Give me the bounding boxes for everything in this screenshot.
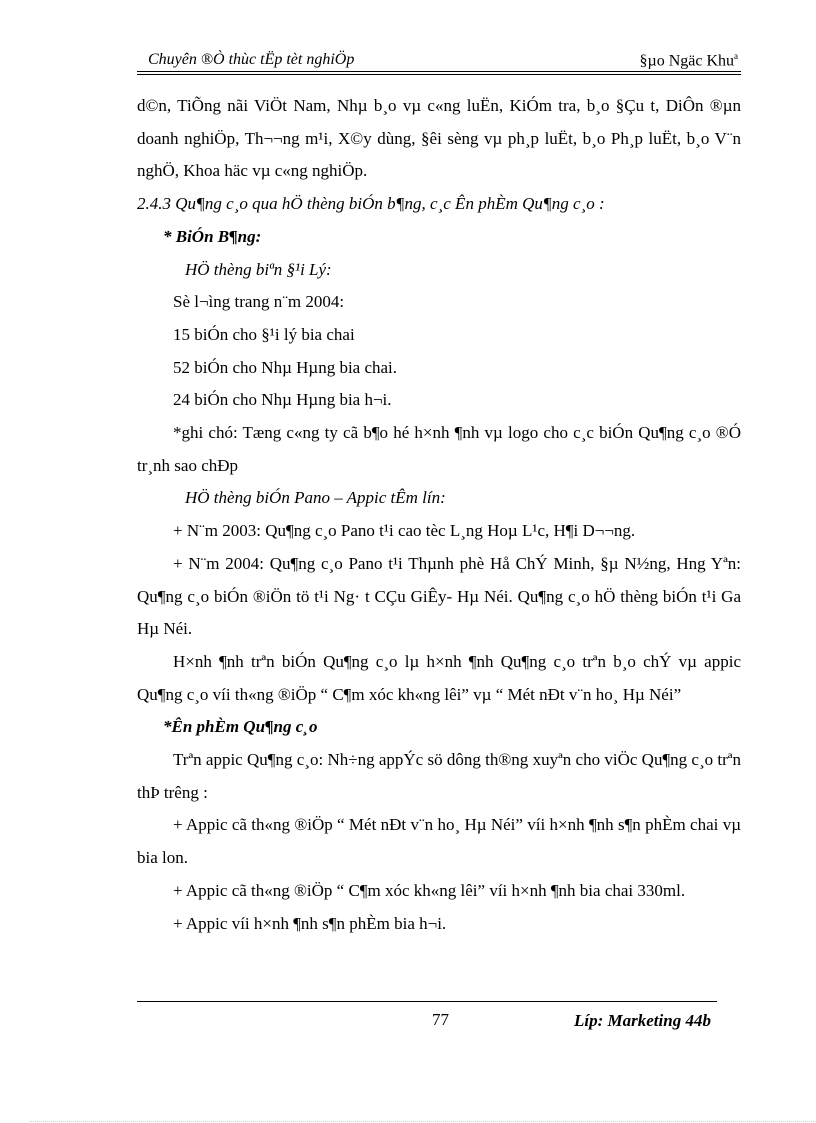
list-line-2004: + N¨m 2004: Qu¶ng c¸o Pano t¹i Thµnh phè Hå ChÝ Minh, §µ N½ng, Hng Yªn: Qu¶ng c¸o biÓn ®iÖn tö t¹i Ng· t CÇu GiÊy- Hµ Néi. Qu¶ng c¸o hÖ thèng biÓn t¹i Ga Hµ Néi. (137, 553, 741, 639)
header-rule (137, 71, 741, 72)
paragraph-billboard-images: H×nh ¶nh trªn biÓn Qu¶ng c¸o lµ h×nh ¶nh Qu¶ng c¸o trªn b¸o chÝ vµ appic Qu¶ng c¸o víi th«ng ®iÖp “ C¶m xóc kh«ng lêi” vµ “ Mét nÐt v¨n ho¸ Hµ Néi” (137, 651, 741, 704)
page-edge-dotted-line (30, 1121, 816, 1122)
header-author-name: §µo Ngäc Khu (639, 52, 734, 70)
header-author-sup: a (734, 51, 738, 61)
heading-billboards: * BiÓn B¶ng: (163, 226, 262, 246)
list-line-appic-3: + Appic víi h×nh ¶nh s¶n phÈm bia h¬i. (173, 913, 447, 933)
heading-printed-materials: *Ên phÈm Qu¶ng c¸o (163, 717, 318, 737)
paragraph-newspapers: d©n, TiÕng nãi ViÖt Nam, Nhµ b¸o vµ c«ng luËn, KiÓm tra, b¸o §Çu t, DiÔn ®µn doanh nghiÖp, Th¬¬ng m¹i, X©y dùng, §êi sèng vµ ph¸p luËt, b¸o Ph¸p luËt, b¸o V¨n nghÖ, Khoa häc vµ c«ng nghiÖp. (137, 96, 741, 181)
section-heading-2-4-3: 2.4.3 Qu¶ng c¸o qua hÖ thèng biÓn b¶ng, c¸c Ên phÈm Qu¶ng c¸o : (137, 194, 605, 214)
list-line-count-2004: Sè l¬ìng trang n¨m 2004: (173, 292, 345, 312)
heading-pano-system: HÖ thèng biÓn Pano – Appic tÊm lín: (185, 488, 446, 508)
note-logo-protection: *ghi chó: Tæng c«ng ty cã b¶o hé h×nh ¶nh vµ logo cho c¸c biÓn Qu¶ng c¸o ®Ó tr¸nh sao chÐp (137, 423, 741, 475)
paragraph-appic: Trªn appic Qu¶ng c¸o: Nh÷ng appÝc sö dông th®ng xuyªn cho viÖc Qu¶ng c¸o trªn thÞ trêng : (137, 750, 741, 802)
list-line-restaurants-bottle: 52 biÓn cho Nhµ Hµng bia chai. (173, 357, 398, 377)
page-body (137, 90, 741, 940)
heading-agent-system: HÖ thèng biªn §¹i Lý: (185, 259, 332, 279)
list-line-appic-1: + Appic cã th«ng ®iÖp “ Mét nÐt v¨n ho¸ Hµ Néi” víi h×nh ¶nh s¶n phÈm chai vµ bia lon. (137, 815, 741, 868)
list-line-2003: + N¨m 2003: Qu¶ng c¸o Pano t¹i cao tèc L¸ng Hoµ L¹c, H¶i D¬¬ng. (173, 521, 636, 541)
page-number: 77 (432, 1010, 449, 1029)
header-rule-second (137, 74, 741, 75)
header-title: Chuyên ®Ò thùc tËp tèt nghiÖp (148, 51, 355, 68)
footer-rule (137, 1001, 717, 1002)
header-author (639, 51, 738, 70)
list-line-restaurants-draft: 24 biÓn cho Nhµ Hµng bia h¬i. (173, 390, 392, 410)
list-line-agents: 15 biÓn cho §¹i lý bia chai (173, 324, 355, 344)
list-line-appic-2: + Appic cã th«ng ®iÖp “ C¶m xóc kh«ng lêi” víi h×nh ¶nh bia chai 330ml. (173, 880, 686, 900)
footer-class: Líp: Marketing 44b (574, 1011, 711, 1030)
